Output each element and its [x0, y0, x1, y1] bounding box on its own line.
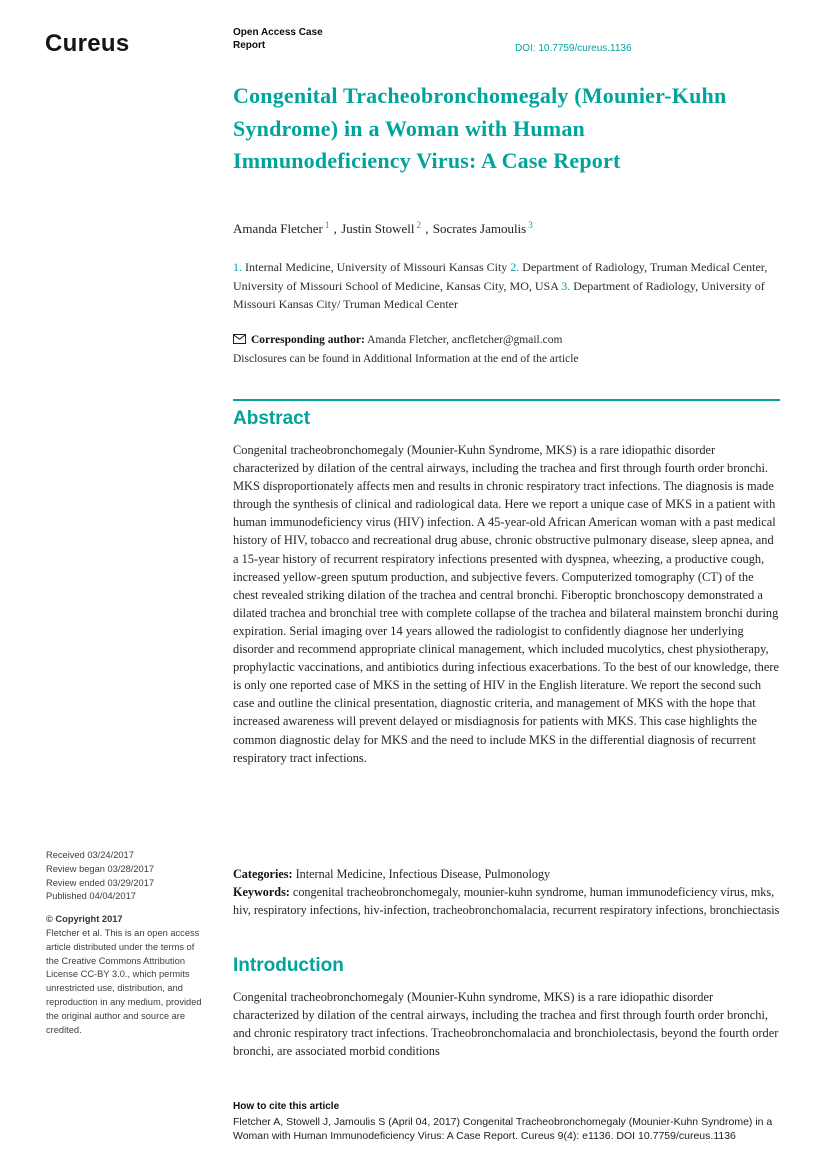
- affiliation-text: Department of Radiology, Truman Medical Center, University of Missouri School of Medicine, Kansas City, MO, USA: [233, 260, 768, 293]
- author-separator: ,: [421, 221, 432, 236]
- categories-value: Internal Medicine, Infectious Disease, Pulmonology: [292, 867, 551, 881]
- affiliation-text: Department of Radiology, University of Missouri Kansas City/ Truman Medical Center: [233, 278, 765, 311]
- disclosures-note: Disclosures can be found in Additional Information at the end of the article: [233, 352, 579, 365]
- introduction-text: Congenital tracheobronchomegaly (Mounier-Kuhn syndrome, MKS) is a rare idiopathic disorder characterized by dilation of the central airways, including the trachea and first through fourth order bronchi, and chronic respiratory tract infections. Tracheobronchomalacia and bronchiolectasis, beyond the fourth order bronchi, are associated morbid conditions: [233, 990, 779, 1059]
- corresponding-author-value: Amanda Fletcher, ancfletcher@gmail.com: [364, 334, 563, 346]
- affiliation-number: 3.: [561, 278, 571, 293]
- corresponding-author-block: [233, 332, 780, 368]
- sidebar-metadata: [46, 849, 209, 1037]
- corresponding-author-line: [233, 332, 780, 351]
- affiliation-number: 2.: [510, 260, 520, 274]
- copyright-title: © Copyright 2017: [46, 914, 123, 925]
- cureus-logo: Cureus: [45, 30, 130, 57]
- date-received: Received 03/24/2017: [46, 850, 134, 860]
- author-name: Amanda Fletcher: [233, 221, 323, 236]
- article-type-label: Open Access Case Report: [233, 27, 323, 51]
- keywords-label: Keywords:: [233, 885, 290, 899]
- corresponding-author-label: Corresponding author:: [251, 334, 365, 346]
- section-divider: [233, 399, 780, 401]
- keywords-value: congenital tracheobronchomegaly, mounier-kuhn syndrome, human immunodeficiency virus, mks, hiv, respiratory infections, hiv-infection, tracheobronchomalacia, recurrent respiratory infections, bronchiectasis: [233, 885, 780, 917]
- author-superscript: 3: [528, 220, 533, 230]
- paper-title: Congenital Tracheobronchomegaly (Mounier-Kuhn Syndrome) in a Woman with Human Immunodeficiency Virus: A Case Report: [233, 83, 727, 173]
- citation-footer: [233, 1101, 805, 1144]
- author-superscript: 2: [416, 220, 421, 230]
- date-review-ended: Review ended 03/29/2017: [46, 877, 155, 888]
- categories-label: Categories:: [233, 867, 293, 881]
- introduction-heading: Introduction: [233, 955, 344, 976]
- author-superscript: 1: [324, 220, 330, 230]
- categories-line: [233, 865, 780, 883]
- abstract-text: Congenital tracheobronchomegaly (Mounier-Kuhn Syndrome, MKS) is a rare idiopathic disorder characterized by dilation of the central airways, including the trachea and first through fourth order bronchi. MKS disproportionately affects men and results in chronic respiratory tract infections. The diagnosis is made through the synthesis of clinical and radiological data. Here we report a unique case of MKS in a patient with human immunodeficiency virus (HIV) infection. A 45-year-old African American woman with a past medical history of HIV, tobacco and recreational drug abuse, chronic obstructive pulmonary disease, sleep apnea, and a 15-year history of recurrent respiratory infections presented with dyspnea, wheezing, a productive cough, increased yellow-green sputum production, and subjective fevers. Computerized tomography (CT) of the chest revealed striking dilation of the trachea and central bronchi. Fiberoptic bronchoscopy demonstrated a dilated trachea and bronchial tree with complete collapse of the trachea and bilateral mainstem bronchi during expiration. Serial imaging over 14 years allowed the radiologist to confidently diagnose her underlying disorder and recommend appropriate clinical management, which included mucolytics, chest physiotherapy, prophylactic vaccinations, and antibiotics during infectious exacerbations. To the best of our knowledge, there is only one reported case of MKS in the setting of HIV in the English literature. We report the second such case and outline the clinical presentation, diagnostic criteria, and management of MKS with the hope that increased awareness will prevent delayed or misdiagnosis for patients with MKS. This case highlights the common diagnostic delay for MKS and the need to include MKS in the differential diagnosis of recurrent respiratory tract infections.: [233, 443, 779, 765]
- affiliation-number: 1.: [233, 260, 242, 274]
- author-name: Socrates Jamoulis: [432, 221, 527, 236]
- categories-keywords-block: [233, 865, 780, 919]
- affiliation-text: Internal Medicine, University of Missouri Kansas City: [242, 260, 511, 274]
- author-name: Justin Stowell: [341, 221, 415, 236]
- keywords-line: [233, 883, 780, 919]
- affiliations: [233, 258, 780, 314]
- doi-link[interactable]: DOI: 10.7759/cureus.1136: [515, 43, 632, 54]
- date-review-began: Review began 03/28/2017: [46, 863, 155, 874]
- author-separator: ,: [330, 221, 341, 236]
- authors-line: [233, 221, 533, 237]
- date-published: Published 04/04/2017: [46, 891, 136, 902]
- envelope-icon: [233, 333, 246, 351]
- cite-text: Fletcher A, Stowell J, Jamoulis S (April 04, 2017) Congenital Tracheobronchomegaly (Mounier-Kuhn Syndrome) in a Woman with Human Immunodeficiency Virus: A Case Report. Cureus 9(4): e1136. DOI 10.7759/cureus.1136: [233, 1116, 773, 1142]
- copyright-text: Fletcher et al. This is an open access article distributed under the terms of the Creative Commons Attribution License CC-BY 3.0., which permits unrestricted use, distribution, and reproduction in any medium, provided the original author and source are credited.: [46, 927, 202, 1035]
- abstract-heading: Abstract: [233, 408, 311, 429]
- cite-header: How to cite this article: [233, 1101, 340, 1112]
